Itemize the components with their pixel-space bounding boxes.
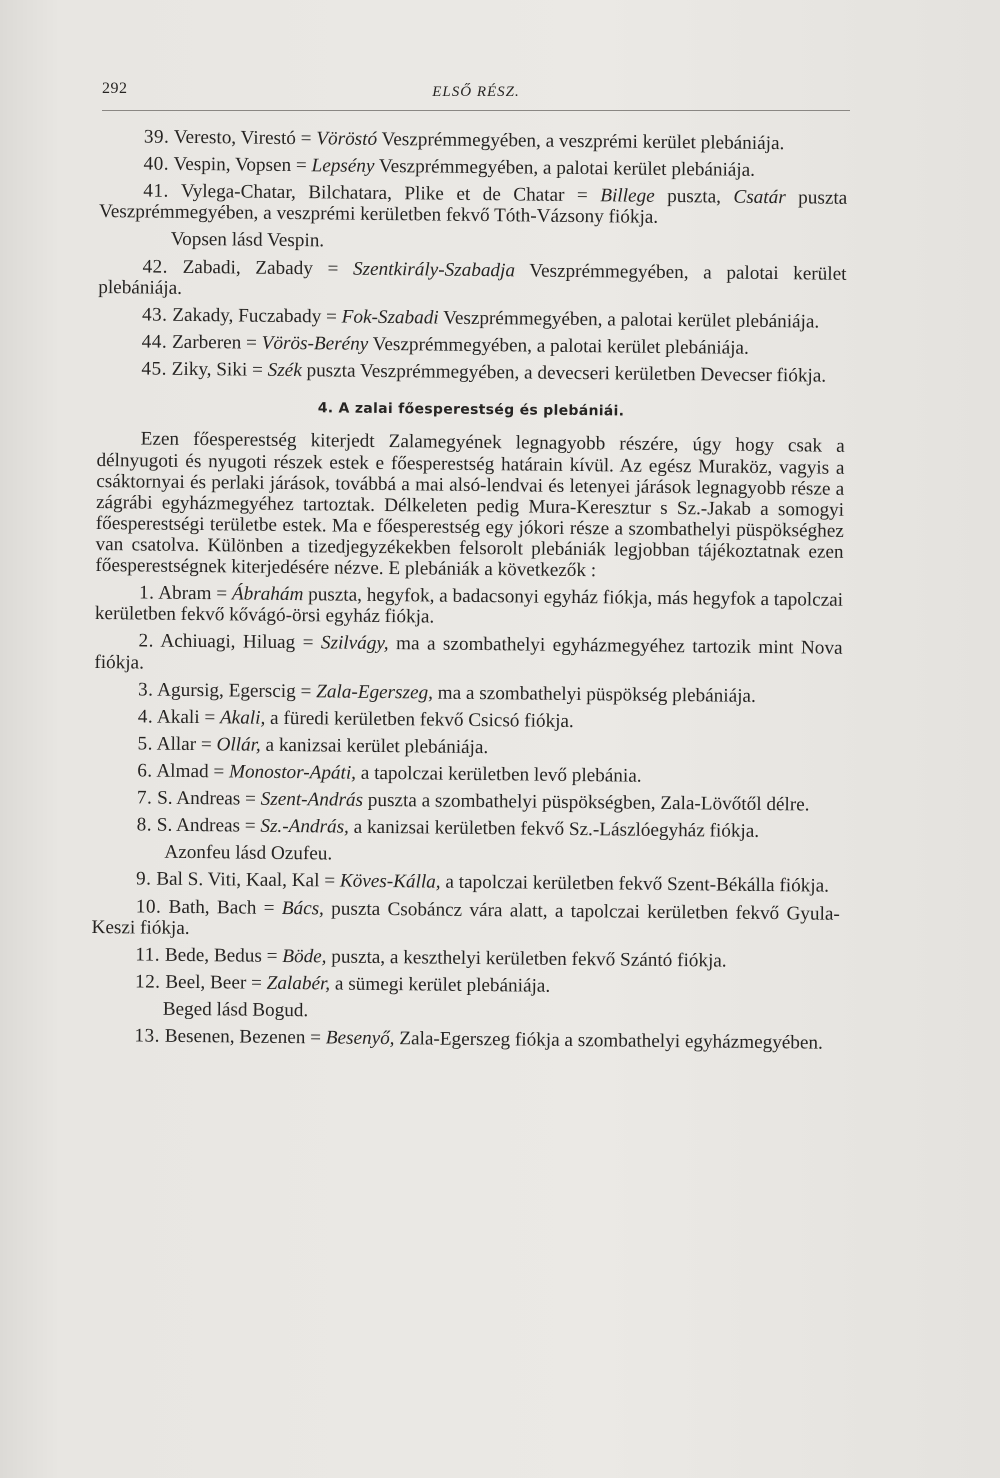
equals-sign: =: [208, 761, 230, 783]
cross-reference: Azonfeu lásd Ozufeu.: [164, 842, 333, 865]
entry-number: 3.: [137, 679, 154, 701]
entry-description: puszta Csobáncz vára alatt, a tapolczai kerületben fekvő Gyula-Keszi fiókja.: [91, 897, 840, 939]
old-name: Abram: [158, 582, 212, 605]
old-name: Beel, Beer: [165, 971, 247, 994]
parish-entry: [90, 1025, 838, 1054]
old-name: S. Andreas: [157, 787, 241, 810]
old-name: Veresto, Virestó: [173, 126, 297, 150]
entry-description: puszta Veszprémmegyében, a veszprémi kerületben fekvő Tóth-Vázsony fiókja.: [98, 187, 848, 229]
entry-number: 8.: [136, 814, 153, 836]
modern-name: Besenyő,: [325, 1027, 395, 1050]
parish-entry: [99, 153, 847, 182]
equals-sign: =: [321, 306, 342, 328]
modern-name: Böde,: [282, 945, 327, 968]
parish-entry: [97, 358, 845, 387]
old-name: Akali: [156, 706, 200, 728]
entry-number: 41.: [143, 180, 169, 202]
page-body: [90, 126, 848, 1060]
entry-number: 44.: [141, 331, 168, 353]
entry-description: Veszprémmegyében, a palotai kerület plebániája.: [98, 259, 847, 299]
modern-name: Köves-Kálla,: [339, 871, 441, 894]
old-name: Vespin, Vopsen: [173, 153, 292, 177]
equals-sign: =: [295, 128, 317, 150]
entry-number: 13.: [134, 1025, 161, 1047]
page-header: [102, 70, 850, 111]
entry-number: 10.: [135, 895, 162, 918]
old-name: Zarberen: [171, 331, 242, 354]
running-head: ELSŐ RÉSZ.: [432, 84, 520, 100]
parish-entry: [92, 868, 840, 897]
old-name: Achiuagi, Hiluag: [160, 631, 296, 654]
parish-entry: [91, 896, 839, 946]
old-name: Bal S. Viti, Kaal, Kal: [156, 869, 320, 892]
equals-sign: =: [195, 733, 217, 756]
old-name: Zakady, Fuczabady: [172, 304, 322, 328]
entry-number: 45.: [141, 358, 168, 380]
entry-number: 9.: [136, 868, 152, 891]
equals-sign: =: [305, 1027, 326, 1049]
equals-sign: =: [295, 632, 322, 654]
parish-entry: [93, 814, 841, 843]
entry-number: 5.: [137, 733, 154, 755]
entry-description: a kanizsai kerület plebániája.: [260, 734, 489, 759]
modern-name: Szék: [267, 359, 302, 382]
entry-number: 40.: [143, 153, 170, 175]
entry-description: a sümegi kerület plebániája.: [330, 973, 551, 997]
entry-list-zala-a: [93, 582, 844, 843]
entry-description: a tapolczai kerületben levő plebánia.: [355, 762, 642, 787]
parish-entry: [94, 679, 842, 708]
parish-entry: [91, 971, 839, 1000]
modern-name: Csatár: [733, 186, 786, 209]
entry-list-zala-c: [90, 1025, 838, 1054]
entry-description: Veszprémmegyében, a veszprémi kerület plebániája.: [377, 128, 785, 155]
entry-description: puszta Veszprémmegyében, a devecseri kerületben Devecser fiókja.: [301, 360, 827, 387]
entry-description: ma a szombathelyi püspökség plebániája.: [432, 682, 756, 707]
equals-sign: =: [319, 870, 340, 893]
parish-entry: [93, 787, 841, 816]
entry-list-zala-b: [91, 868, 840, 999]
modern-name: Bács,: [281, 897, 325, 919]
entry-description: a tapolczai kerületben fekvő Szent-Békálla fiókja.: [440, 872, 830, 898]
old-name: Bath, Bach: [168, 896, 257, 919]
modern-name: Szentkirály-Szabadja: [352, 258, 516, 281]
modern-name: Billege: [600, 185, 655, 208]
entry-number: 6.: [137, 760, 153, 782]
old-name: Ziky, Siki: [171, 358, 248, 381]
old-name: S. Andreas: [156, 814, 241, 837]
entry-number: 1.: [138, 582, 155, 604]
entry-description: Zala-Egerszeg fiókja a szombathelyi egyházmegyében.: [394, 1028, 823, 1054]
entry-list-veszprem-a: [99, 126, 848, 230]
entry-list-veszprem-b: [97, 256, 846, 387]
modern-name: Fok-Szabadi: [341, 306, 439, 329]
modern-name: Zala-Egerszeg,: [316, 680, 434, 704]
page-number: 292: [102, 80, 128, 97]
equals-sign: =: [211, 583, 233, 605]
equals-sign: =: [247, 359, 268, 381]
old-name: Zabadi, Zabady: [182, 256, 314, 279]
entry-description: puszta,: [654, 186, 734, 208]
entry-description: ma a szombathelyi egyházmegyéhez tartozik mint Nova fiókja.: [94, 633, 843, 674]
intro-paragraph: Ezen főesperestség kiterjedt Zalamegyének legnagyobb részére, úgy hogy csak a délnyugoti és nyugoti részek estek e főesperestség határain kívül. Az egész Muraköz, vagyis a csáktornyai és perlaki járások, továbbá a mai alsó-lendvai és letenyei járások legnagyobb része a zágrábi egyházmegyéhez tartoztak. Délkeleten pedig Mura-Keresztur s Sz.-Jakab a somogyi főesperestségi területbe estek. Ma e főesperestség egy jókori része a szombathelyi püspökséghez van csatolva. Különben a tizedjegyzékekben felsorolt plebániák legjobban tájékoztatnak ezen főesperestségnek kiterjedésére nézve. E plebániák a következők :: [95, 428, 845, 582]
entry-number: 2.: [138, 630, 155, 653]
equals-sign: =: [291, 155, 312, 177]
equals-sign: =: [240, 788, 261, 810]
old-name: Bede, Bedus: [164, 944, 263, 967]
entry-description: puszta a szombathelyi püspökségben, Zala-Lövőtől délre.: [362, 789, 810, 816]
equals-sign: =: [246, 972, 267, 994]
entry-description: puszta, hegyfok, a badacsonyi egyház fiókja, más hegyfok a tapolczai kerületben fekvő kővágó-örsi egyház fiókja.: [94, 584, 844, 628]
modern-name: Akali,: [219, 707, 266, 729]
modern-name: Szilvágy,: [320, 632, 389, 655]
parish-entry: [99, 180, 847, 230]
entry-description: puszta, a keszthelyi kerületben fekvő Szántó fiókja.: [326, 946, 727, 972]
entry-description: a kanizsai kerületben fekvő Sz.-Lászlóegyház fiókja.: [348, 816, 760, 843]
entry-description: Veszprémmegyében, a palotai kerület plebániája.: [368, 333, 749, 359]
equals-sign: =: [239, 815, 261, 837]
modern-name: Szent-András: [260, 788, 364, 811]
equals-sign: =: [199, 706, 221, 729]
old-name: Allar: [156, 733, 197, 755]
parish-entry: [93, 760, 841, 789]
entry-number: 7.: [136, 787, 153, 809]
entry-number: 11.: [135, 944, 161, 966]
entry-number: 42.: [142, 256, 169, 278]
equals-sign: =: [564, 185, 601, 207]
modern-name: Ollár,: [216, 734, 261, 756]
parish-entry: [98, 304, 846, 333]
old-name: Agursig, Egerscig: [157, 679, 296, 702]
modern-name: Zalabér,: [266, 972, 331, 995]
parish-entry: [100, 126, 848, 155]
entry-number: 12.: [134, 971, 161, 993]
parish-entry: [98, 256, 846, 306]
entry-description: Veszprémmegyében, a palotai kerület plebániája.: [438, 307, 820, 333]
parish-entry: [91, 944, 839, 973]
old-name: Vylega-Chatar, Bilchatara, Plike et de Chatar: [180, 181, 565, 207]
cross-reference: Vopsen lásd Vespin.: [170, 229, 325, 252]
modern-name: Ábrahám: [231, 583, 304, 606]
modern-name: Monostor-Apáti,: [228, 761, 357, 784]
equals-sign: =: [261, 945, 283, 967]
modern-name: Vöröstó: [316, 128, 378, 150]
entry-number: 4.: [137, 706, 154, 728]
equals-sign: =: [312, 257, 354, 280]
modern-name: Vörös-Berény: [261, 332, 369, 355]
entry-description: Veszprémmegyében, a palotai kerület plebániája.: [374, 155, 756, 181]
entry-number: 39.: [143, 126, 170, 148]
equals-sign: =: [256, 897, 282, 919]
parish-entry: [94, 706, 842, 735]
parish-entry: [95, 582, 843, 632]
section-heading: 4. A zalai főesperestség és plebániái.: [317, 400, 625, 420]
equals-sign: =: [295, 680, 317, 702]
parish-entry: [93, 733, 841, 762]
old-name: Besenen, Bezenen: [164, 1025, 306, 1049]
entry-number: 43.: [141, 304, 168, 326]
entry-description: a füredi kerületben fekvő Csicsó fiókja.: [265, 707, 574, 732]
modern-name: Lepsény: [311, 155, 375, 177]
equals-sign: =: [241, 332, 262, 354]
modern-name: Sz.-András,: [260, 815, 350, 838]
parish-entry: [98, 331, 846, 360]
parish-entry: [94, 630, 842, 680]
old-name: Almad: [156, 760, 209, 783]
cross-reference: Beged lásd Bogud.: [162, 998, 309, 1022]
